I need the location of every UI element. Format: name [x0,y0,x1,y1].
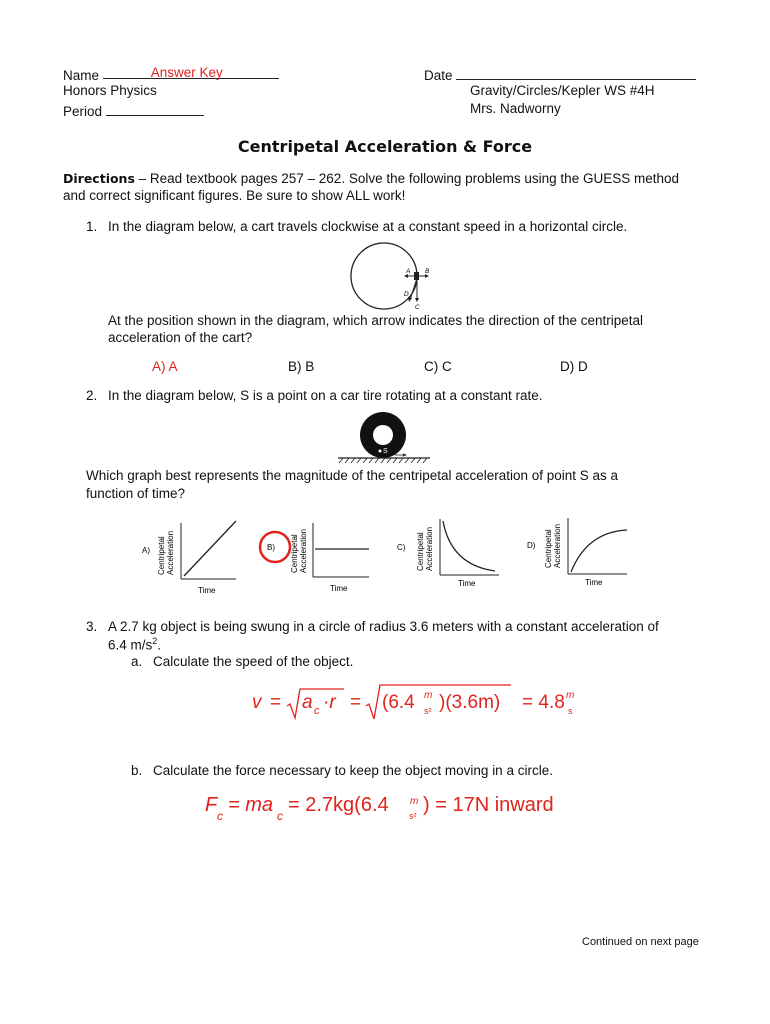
graph-c-xlabel: Time [458,579,476,588]
q1-choice-a: A) A [152,359,178,374]
graph-c-ylabel-1: Centripetal [416,532,425,571]
worksheet-name: Gravity/Circles/Kepler WS #4H [470,83,655,98]
name-value: Answer Key [150,65,223,80]
q3-number: 3. [86,619,98,634]
graph-d-option: D) [527,541,536,550]
directions-text-1: – Read textbook pages 257 – 262. Solve the following problems using the GUESS method [134,171,679,186]
footer-note: Continued on next page [582,936,699,948]
eq-b-c: c [217,809,223,823]
graph-b-option: B) [267,543,275,552]
arrow-d [410,278,417,300]
graph-a-curve [184,521,236,576]
graph-d-ylabel-1: Centripetal [544,529,553,568]
q3-text-2-end: . [157,637,162,653]
eq-a-unit-den: s² [424,706,432,716]
eq-a-rest: )(3.6m) [439,692,501,713]
q2-tire-diagram [333,410,433,464]
date-label: Date [424,68,453,83]
eq-a-v: v [252,692,262,713]
arrow-c-head [415,298,419,302]
eq-a-eq: = [270,692,282,713]
q2-followup-1: Which graph best represents the magnitude of the centripetal acceleration of point S as a [86,468,619,483]
graph-c-option: C) [397,543,406,552]
graph-c-curve [443,521,495,571]
q3b-text: Calculate the force necessary to keep the object moving in a circle. [153,763,553,778]
page-title: Centripetal Acceleration & Force [237,137,533,156]
q1-number: 1. [86,219,98,234]
q3-text-1: A 2.7 kg object is being swung in a circle of radius 3.6 meters with a constant acceleration of [108,619,659,634]
graph-a-ylabel-1: Centripetal [157,536,166,575]
eq-a-res-den: s [568,706,573,716]
q3a-text: Calculate the speed of the object. [153,654,354,669]
answer-circle [260,532,290,562]
directions-label: Directions [63,171,135,186]
q2-followup-2: function of time? [86,486,186,501]
tire-hub [373,425,393,445]
eq-b-f: F [205,794,218,816]
direction-arrow-head [403,454,407,457]
q1-choice-d: D) D [560,359,588,374]
eq-a-unit-num: m [424,690,433,701]
q3b-letter: b. [131,763,143,778]
q3-text-2 [108,636,161,653]
eq-b-unit-num: m [410,796,419,807]
eq-b-result: ) = 17N inward [423,794,554,816]
course-name: Honors Physics [63,83,157,98]
graph-d [525,512,635,594]
eq-b-rest: = 2.7kg(6.4 [288,794,389,816]
point-s-label: S [383,448,388,455]
date-line [424,65,696,83]
eq-b-unit-den: s² [409,811,417,821]
graph-d-curve [571,530,627,572]
directions-line-1 [63,171,679,186]
q1-circle-diagram [340,238,440,314]
graph-d-ylabel-2: Acceleration [553,523,562,568]
q1-choice-b: B) B [288,359,315,374]
graph-a-ylabel-2: Acceleration [166,530,175,575]
eq-b-mid: = ma [228,794,274,816]
q2-text: In the diagram below, S is a point on a car tire rotating at a constant rate. [108,388,543,403]
period-label: Period [63,104,103,119]
graph-d-xlabel: Time [585,578,603,587]
q1-followup-1: At the position shown in the diagram, which arrow indicates the direction of the centripetal [108,313,644,328]
graph-b [255,515,375,597]
graph-c-ylabel-2: Acceleration [425,526,434,571]
q2-number: 2. [86,388,98,403]
q3-text-2-main: 6.4 m/s [108,637,153,653]
label-b: B [425,268,430,275]
name-line [63,65,279,83]
graph-a-option: A) [142,546,150,555]
q3a-letter: a. [131,654,143,669]
graph-b-xlabel: Time [330,584,348,593]
date-blank [456,65,696,80]
q1-text: In the diagram below, a cart travels clockwise at a constant speed in a horizontal circle. [108,219,628,234]
label-c: C [415,304,420,311]
q1-followup-2: acceleration of the cart? [108,330,253,345]
label-d: D [404,291,409,298]
graph-b-ylabel-2: Acceleration [299,528,308,573]
point-s [379,450,382,453]
cart [414,272,419,280]
teacher-name: Mrs. Nadworny [470,101,561,116]
name-label: Name [63,68,100,83]
eq-a-dot-r: ·r [323,692,336,713]
label-a: A [406,268,411,275]
eq-a-inner: (6.4 [382,692,415,713]
q3-text-2-sup: 2 [152,636,158,646]
graph-a [140,515,250,597]
period-line [63,101,204,119]
eq-a-eq2: = [350,692,362,713]
name-blank [103,64,279,79]
q1-choice-c: C) C [424,359,452,374]
eq-a-res-num: m [566,690,575,701]
graph-a-xlabel: Time [198,586,216,595]
eq-b-c2: c [277,809,283,823]
directions-line-2: and correct significant figures. Be sure to show ALL work! [63,188,406,203]
eq-a-c: c [314,705,320,717]
eq-a-result: = 4.8 [522,692,565,713]
graph-c [395,513,515,595]
period-blank [106,101,204,116]
eq-a-a: a [302,692,313,713]
ground-hatch [339,458,427,463]
graph-b-ylabel-1: Centripetal [290,534,299,573]
